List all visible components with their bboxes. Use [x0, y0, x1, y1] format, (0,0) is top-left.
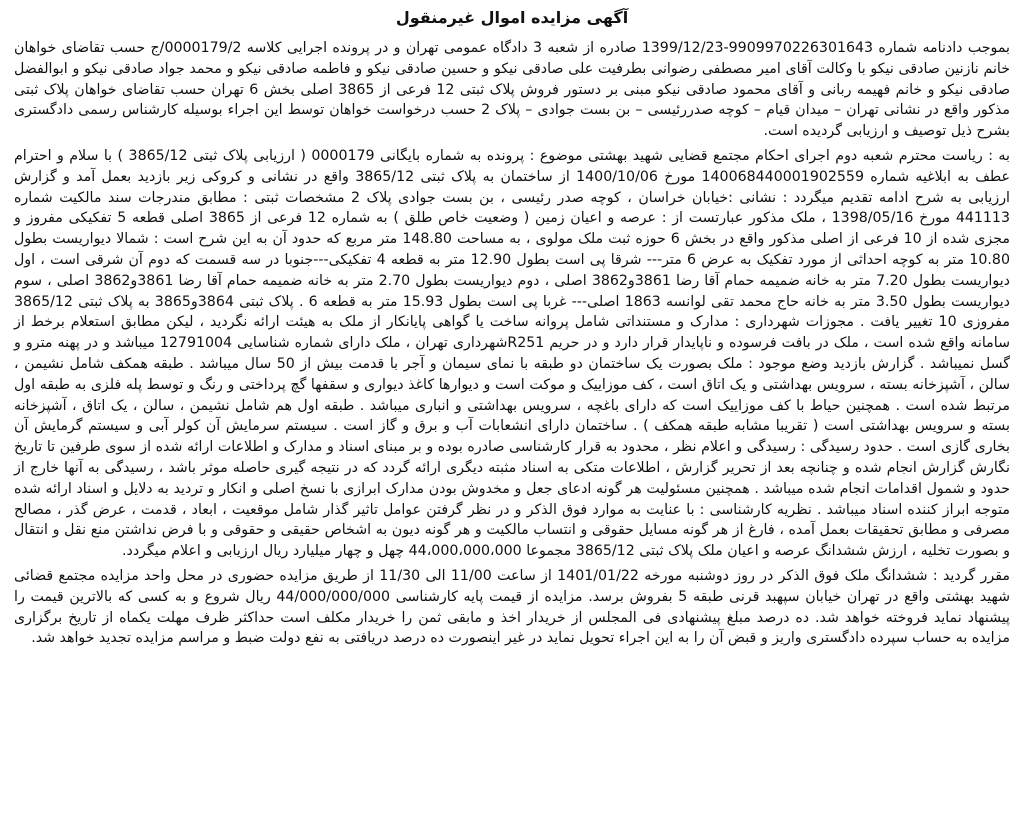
notice-title: آگهی مزایده اموال غیرمنقول [395, 8, 629, 27]
auction-terms-paragraph: مقرر گردید : ششدانگ ملک فوق الذکر در روز دوشنبه مورخه 1401/01/22 از ساعت 11/00 الی 11/30 از طریق مزایده حضوری در محل واحد مزایده مجتمع قضائی شهید بهشتی واقع در تهران خیابان سپهبد قرنی طبقه 5 بفروش برسد. مزایده از قیمت پایه کارشناسی 44/000/000/000 ریال شروع و به کسی که بالاترین قیمت را پیشنهاد نماید فروخته خواهد شد. ده درصد مبلغ پیشنهادی فی المجلس از خریدار اخذ و مابقی ثمن را خریدار مکلف است حداکثر ظرف مهلت یکماه از تاریخ برگزاری مزایده به حساب سپرده دادگستری واریز و قبض آن را به این اجراء تحویل نماید در غیر اینصورت ده درصد دریافتی به نفع دولت ضبط و مراسم مزایده تجدید خواهد شد. [14, 567, 1011, 647]
intro-paragraph: بموجب دادنامه شماره 9909970226301643-1399/12/23 صادره از شعبه 3 دادگاه عمومی تهران و در پرونده اجرایی کلاسه 0000179/2/ج حسب تقاضای خواهان خانم نازنین صادقی نیکو با وکالت آقای امیر مصطفی رضوانی بطرفیت علی صادقی نیکو و حسین صادقی نیکو و فاطمه صادقی نیکو و محمد جواد صادقی نیکو و ابوالفضل صادقی نیکو و خانم فهیمه ربانی و آقای محمود صادقی نیکو مبنی بر دستور فروش پلاک ثبتی 12 فرعی از 3865 اصلی بخش 6 تهران حسب تقاضای خواهان پلاک ثبتی مذکور واقع در نشانی تهران – میدان قیام – کوچه صدررئیسی – بن بست جوادی – پلاک 2 حسب درخواست خواهان توسط این اجراء بوسیله کارشناس رسمی دادگستری بشرح ذیل توصیف و ارزیابی گردیده است. [14, 40, 1010, 140]
expert-report-paragraph: به : ریاست محترم شعبه دوم اجرای احکام مجتمع قضایی شهید بهشتی موضوع : پرونده به شماره بایگانی 0000179 ( ارزیابی پلاک ثبتی 3865/12 ) با سلام و احترام عطف به ابلاغیه شماره 140068440001902559 مورخ 1400/10/06 از ساختمان به پلاک ثبتی 3865/12 واقع در نشانی و کروکی زیر بازدید بعمل آمد و گزارش ارزیابی به شرح ادامه تقدیم میگردد : نشانی :خیابان خراسان ، کوچه صدر رئیسی ، بن بست جوادی پلاک 2 مشخصات ثبتی : مطابق مندرجات سند مالکیت شماره 441113 مورخ 1398/05/16 ، ملک مذکور عبارتست از : عرصه و اعیان زمین ( وضعیت خاص طلق ) به شماره 12 فرعی از 3865 اصلی قطعه 5 تفکیکی مفروز و مجزی شده از 10 فرعی از اصلی مذکور واقع در بخش 6 حوزه ثبت ملک مولوی ، به مساحت 148.80 متر مربع که حدود آن به این شرح است : شمالا دیواریست بطول 10.80 متر به کوچه احداثی از مورد تفکیک به عرض 6 متر--- شرقا پی است بطول 12.90 متر به قطعه 4 تفکیکی---جنوبا در سه قسمت که دوم آن شرقی است ، اول دیواریست بطول 7.20 متر به خانه ضمیمه حمام آقا رضا 3861و3862 اصلی ، دوم دیواریست بطول 2.70 متر به خانه ضمیمه حمام آقا رضا 3861و3862 اصلی ، سوم دیواریست بطول 3.50 متر به خانه حاج محمد تقی لوانسه 1863 اصلی--- غربا پی است بطول 15.93 متر به قطعه 6 . پلاک ثبتی 3864و3865 به پلاک ثبتی 3865/12 مفروزی 10 تغییر یافت . مجوزات شهرداری : مدارک و مستنداتی شامل پروانه ساخت یا گواهی پایانکار از ملک به هیئت ارائه نگردید ، لیکن مطابق استعلام برخط از سامانه واقع شده است ، ملک در بافت فرسوده و ناپایدار قرار دارد و در حریم R251شهرداری تهران ، ملک دارای شماره شناسایی 12791004 میباشد و در پهنه مترو و گسل نمیباشد . گزارش بازدید وضع موجود : ملک بصورت یک ساختمان دو طبقه با نمای سیمان و آجر با قدمت بیش از 50 سال میباشد . طبقه همکف شامل نشیمن ، سالن ، آشپزخانه بسته ، سرویس بهداشتی و یک اتاق است ، کف موزاییک و موکت است و دیوارها کاغذ دیواری و سقفها گچ پرداختی و رنگ و توسط پله فلزی به طبقه اول مرتبط شده است . همچنین حیاط با کف موزاییک است که دارای باغچه ، سرویس بهداشتی و انباری میباشد . طبقه اول هم شامل نشیمن ، سالن ، یک اتاق ، آشپزخانه بسته و سرویس بهداشتی است ( تقریبا مشابه طبقه همکف ) . ساختمان دارای انشعابات آب و برق و گاز است . سیستم سرمایش آن کولر آبی و سیستم گرمایش آن بخاری گازی است . حدود رسیدگی : رسیدگی و اعلام نظر ، محدود به قرار کارشناسی صادره بوده و بر مبنای اسناد و مدارک و اطلاعات ارائه شده از سوی طرفین تا تاریخ نگارش گزارش انجام شده و چنانچه بعد از تحریر گزارش ، اطلاعات متکی به اسناد مثبته دیگری ارائه گردد که در نتیجه گیری حاصله موثر باشد ، رسیدگی به آنها خارج از حدود و شمول اقدامات انجام شده میباشد . همچنین مسئولیت هر گونه ادعای جعل و مخدوش بودن مدارک ابرازی با نسخ اصلی و انکار و تردید به دلایل و اسناد ارائه شده متوجه ابراز کننده اسناد میباشد . نظریه کارشناسی : با عنایت به موارد فوق الذکر و در نظر گرفتن عوامل تاثیر گذار شامل موقعیت ، ابعاد ، قدمت ، عرض گذر ، مصالح مصرفی و مطابق تحقیقات بعمل آمده ، فارغ از هر گونه مسایل حقوقی و انتساب مالکیت و هر گونه دیون به اشخاص حقیقی و حقوقی و با فرض نداشتن منع نقل و انتقال و بصورت تخلیه ، ارزش ششدانگ عرصه و اعیان ملک پلاک ثبتی 3865/12 مجموعا 44،000،000،000 چهل و چهار میلیارد ریال ارزیابی و اعلام میگردد. [14, 147, 1010, 560]
